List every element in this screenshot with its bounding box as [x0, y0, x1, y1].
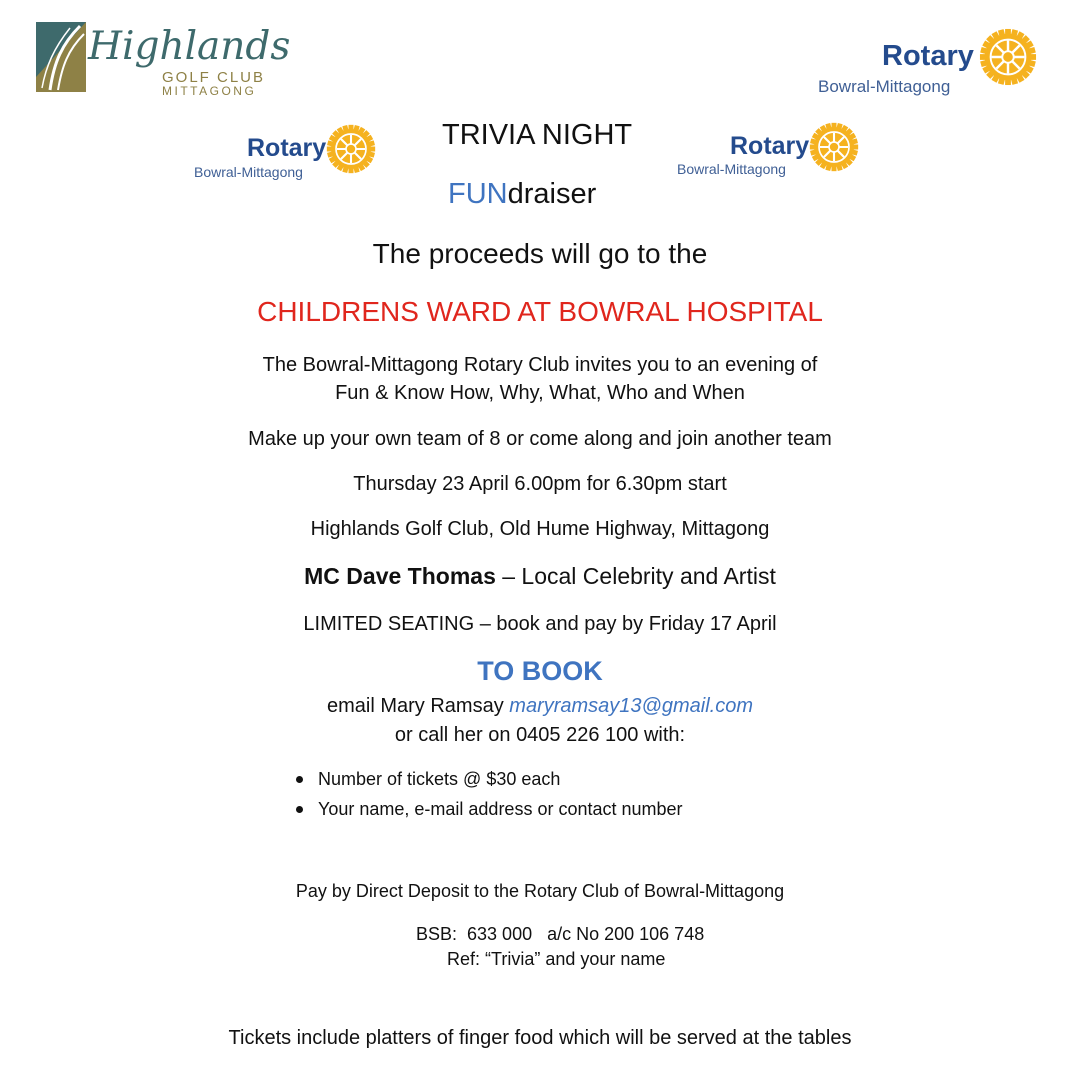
beneficiary-heading: CHILDRENS WARD AT BOWRAL HOSPITAL	[257, 296, 823, 327]
booking-details-list	[294, 764, 683, 824]
email-prefix: email Mary Ramsay	[327, 695, 510, 717]
email-link[interactable]: maryramsay13@gmail.com	[509, 695, 753, 717]
fundraiser-fun-text: FUN	[448, 178, 508, 210]
invite-line-2: Fun & Know How, Why, What, Who and When	[335, 382, 745, 404]
rotary-wheel-icon	[979, 28, 1037, 86]
highlands-logo-location: MITTAGONG	[162, 84, 257, 98]
fundraiser-rest-text: draiser	[507, 178, 597, 210]
payment-line: Pay by Direct Deposit to the Rotary Club of Bowral-Mittagong	[295, 881, 785, 901]
mc-line	[0, 561, 1080, 591]
highlands-logo-text: Highlands	[88, 24, 291, 69]
list-item: Your name, e-mail address or contact number	[294, 794, 683, 824]
rotary-logo-left	[192, 120, 382, 190]
proceeds-line: The proceeds will go to the	[372, 238, 708, 269]
rotary-logo-top-right	[816, 26, 1040, 96]
mc-name: MC Dave Thomas	[304, 563, 496, 589]
to-book-heading: TO BOOK	[477, 656, 603, 686]
invite-line-1: The Bowral-Mittagong Rotary Club invites you to an evening of	[262, 354, 818, 376]
payment-reference: Ref: “Trivia” and your name	[447, 949, 666, 969]
list-item: Number of tickets @ $30 each	[294, 764, 683, 794]
highlands-emblem-icon	[36, 22, 86, 92]
rotary-logo-text: Rotary	[730, 132, 810, 160]
rotary-logo-text: Rotary	[247, 134, 327, 162]
rotary-logo-text: Rotary	[882, 40, 974, 72]
team-line: Make up your own team of 8 or come along and join another team	[248, 428, 832, 450]
rotary-logo-club: Bowral-Mittagong	[677, 161, 786, 177]
mc-description: – Local Celebrity and Artist	[495, 563, 776, 589]
page-title: TRIVIA NIGHT	[442, 119, 633, 151]
rotary-wheel-icon	[326, 124, 376, 174]
rotary-logo-club: Bowral-Mittagong	[818, 77, 951, 96]
highlands-golf-club-logo	[36, 22, 291, 98]
email-line	[0, 692, 1080, 720]
footer-note: Tickets include platters of finger food which will be served at the tables	[228, 1027, 852, 1049]
venue-line: Highlands Golf Club, Old Hume Highway, Mittagong	[310, 518, 770, 540]
bank-details: BSB: 633 000 a/c No 200 106 748	[416, 924, 705, 944]
rotary-logo-right	[675, 118, 865, 188]
fundraiser-heading	[448, 180, 596, 209]
date-line: Thursday 23 April 6.00pm for 6.30pm start	[353, 473, 727, 495]
call-line: or call her on 0405 226 100 with:	[394, 724, 686, 746]
highlands-logo-subtitle: GOLF CLUB	[162, 69, 266, 86]
seating-line: LIMITED SEATING – book and pay by Friday 17 April	[303, 613, 777, 635]
rotary-logo-club: Bowral-Mittagong	[194, 164, 303, 180]
rotary-wheel-icon	[809, 122, 859, 172]
